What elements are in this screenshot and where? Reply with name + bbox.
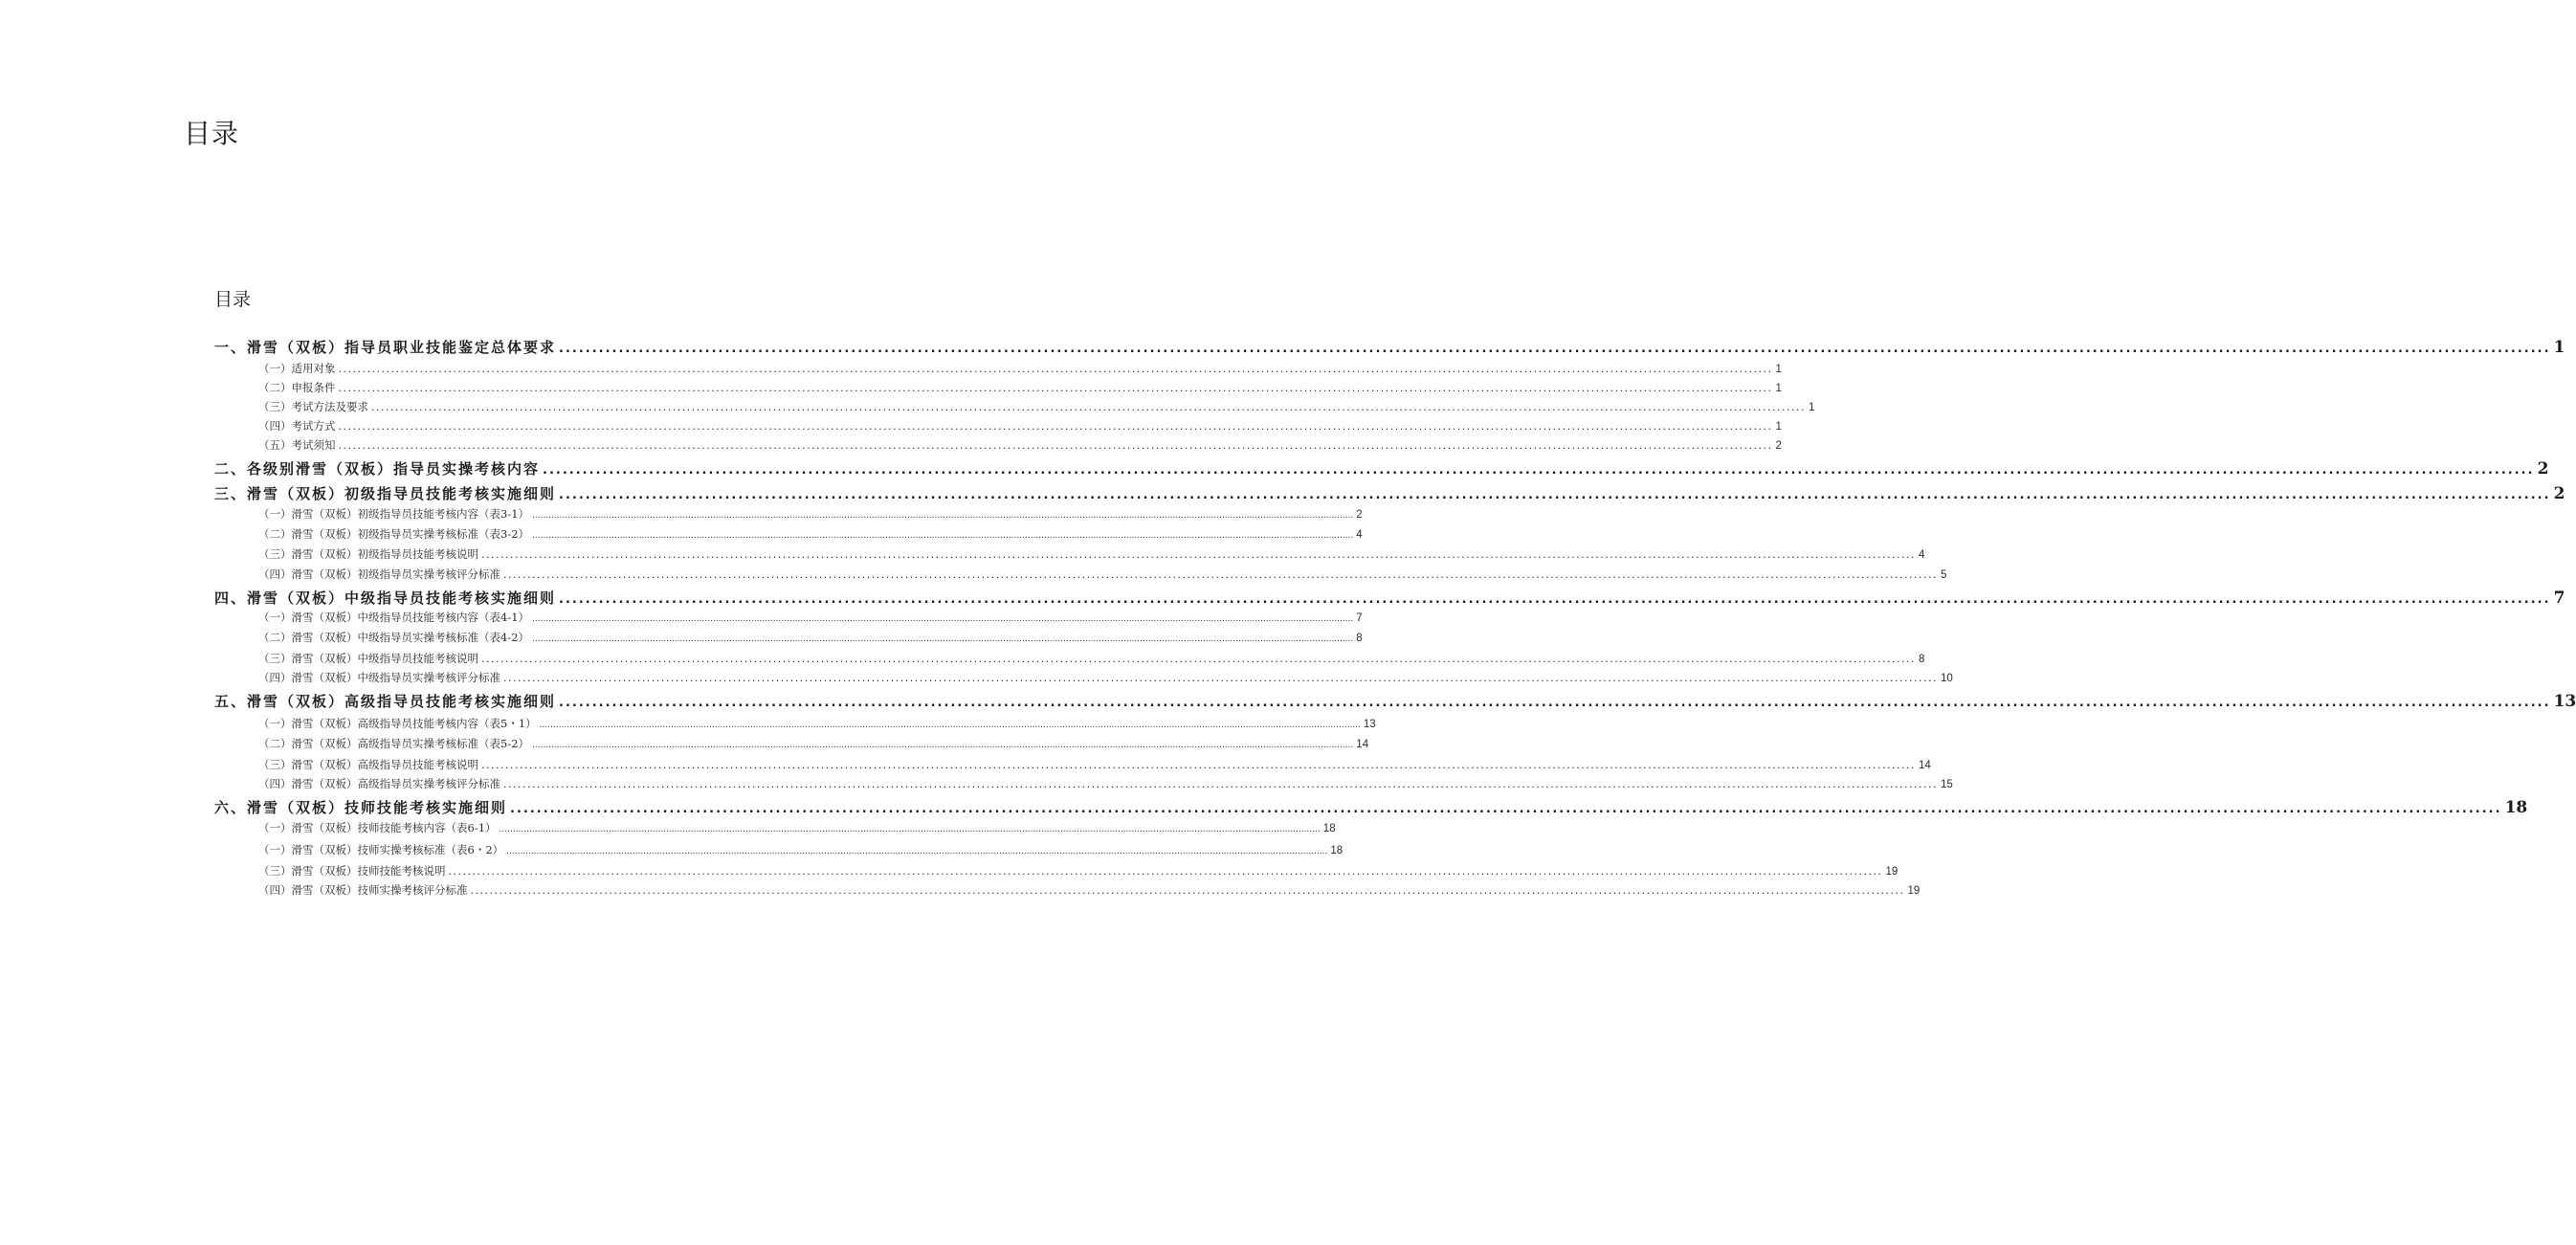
toc-entry-2[interactable] (258, 610, 1363, 625)
dot-leader: ............................................................................................................................................................................................................................................................................................................ (481, 653, 1916, 665)
toc-entry-label: （一）滑雪（双板）技师实操考核标准（表6・2） (258, 843, 504, 856)
toc-entry-label: （四）滑雪（双板）技师实操考核评分标准 (258, 883, 468, 897)
toc-entry-page: 1 (1775, 421, 1782, 433)
toc-entry-label: （一）滑雪（双板）技师技能考核内容（表6-1） (258, 821, 497, 834)
toc-entry-2[interactable] (258, 736, 1369, 751)
toc-entry-label: 一、滑雪（双板）指导员职业技能鉴定总体要求 (214, 339, 557, 356)
toc-entry-page: 1 (1775, 364, 1782, 375)
toc-entry-page: 19 (1885, 866, 1899, 878)
dot-leader: ............................................................................................................................................................................................................................................................................................................ (559, 592, 2551, 607)
toc-entry-label: （四）滑雪（双板）初级指导员实操考核评分标准 (258, 567, 500, 581)
toc-entry-2[interactable] (258, 630, 1363, 645)
toc-entry-page: 19 (1907, 885, 1921, 897)
toc-entry-label: （一）滑雪（双板）初级指导员技能考核内容（表3-1） (258, 507, 530, 521)
toc-entry-label: （三）考试方法及要求 (258, 400, 368, 413)
dot-leader: ............................................................................................................................................................................................................................................................................................................ (481, 548, 1916, 561)
toc-entry-page: 1 (1775, 383, 1782, 394)
toc-entry-label: （五）考试须知 (258, 438, 336, 452)
toc-entry-page: 14 (1356, 739, 1369, 750)
toc-entry-label: （二）申报条件 (258, 381, 336, 394)
toc-entry-page: 18 (2504, 798, 2528, 817)
toc-entry-label: （二）滑雪（双板）初级指导员实操考核标准（表3-2） (258, 527, 530, 541)
dot-leader: ............................................................................................................................................................................................................................................................................................................ (338, 363, 1773, 375)
toc-entry-label: （一）滑雪（双板）中级指导员技能考核内容（表4-1） (258, 611, 530, 624)
dot-leader: ............................................................................................................................................................................................................................................................................................................ (559, 696, 2551, 710)
toc-entry-label: 六、滑雪（双板）技师技能考核实施细则 (214, 799, 508, 816)
toc-entry-label: （三）滑雪（双板）技师技能考核说明 (258, 864, 446, 878)
dot-leader: ............................................................................................................................................................................................................................................................................................................ (448, 865, 1883, 878)
toc-entry-2[interactable] (258, 418, 1782, 434)
toc-entry-2[interactable] (258, 361, 1782, 376)
dot-leader: ............................................................................................................................................................................................................................................................................................................ (338, 420, 1773, 433)
dot-leader: ............................................................................................................................................................................................................................................................................................................ (503, 672, 1938, 684)
toc-entry-page: 5 (1940, 569, 1947, 581)
toc-entry-2[interactable] (258, 776, 1953, 791)
toc-entry-2[interactable] (258, 716, 1376, 731)
toc-entry-2[interactable] (258, 842, 1344, 857)
dot-leader: ............................................................................................................................................................................................................................................................................................................ (559, 342, 2551, 356)
dot-leader: ............................................................................................................................................................................................................................................................................................................ (539, 721, 1361, 730)
toc-entry-2[interactable] (258, 506, 1363, 522)
toc-entry-page: 13 (2553, 692, 2576, 711)
toc-entry-label: （四）滑雪（双板）高级指导员实操考核评分标准 (258, 777, 500, 790)
toc-entry-page: 4 (1918, 549, 1925, 561)
toc-entry-2[interactable] (258, 757, 1931, 772)
toc-entry-2[interactable] (258, 670, 1953, 685)
toc-entry-page: 10 (1940, 673, 1953, 684)
toc-entry-label: （一）适用对象 (258, 362, 336, 375)
toc-entry-page: 18 (1330, 845, 1344, 856)
dot-leader: ............................................................................................................................................................................................................................................................................................................ (338, 439, 1773, 452)
toc-entry-page: 2 (2553, 484, 2565, 503)
toc-entry-page: 8 (1356, 633, 1363, 644)
toc-entry-2[interactable] (258, 526, 1363, 542)
toc-title: 目录 (214, 289, 252, 310)
dot-leader: ............................................................................................................................................................................................................................................................................................................ (506, 847, 1328, 856)
toc-entry-label: （四）滑雪（双板）中级指导员实操考核评分标准 (258, 671, 500, 684)
dot-leader: ............................................................................................................................................................................................................................................................................................................ (503, 568, 1938, 581)
toc-entry-2[interactable] (258, 380, 1782, 395)
toc-entry-2[interactable] (258, 863, 1899, 878)
dot-leader: ............................................................................................................................................................................................................................................................................................................ (532, 634, 1354, 644)
toc-entry-1[interactable] (214, 483, 2565, 503)
dot-leader: ............................................................................................................................................................................................................................................................................................................ (470, 884, 1905, 897)
dot-leader: ............................................................................................................................................................................................................................................................................................................ (532, 614, 1354, 624)
dot-leader: ............................................................................................................................................................................................................................................................................................................ (532, 741, 1354, 750)
toc-entry-1[interactable] (214, 458, 2549, 478)
dot-leader: ............................................................................................................................................................................................................................................................................................................ (532, 511, 1354, 521)
dot-leader: ............................................................................................................................................................................................................................................................................................................ (371, 401, 1806, 413)
dot-leader: ............................................................................................................................................................................................................................................................................................................ (510, 802, 2502, 816)
toc-entry-label: 五、滑雪（双板）高级指导员技能考核实施细则 (214, 693, 557, 710)
toc-entry-1[interactable] (214, 797, 2528, 817)
toc-entry-label: （二）滑雪（双板）中级指导员实操考核标准（表4-2） (258, 631, 530, 644)
toc-entry-2[interactable] (258, 546, 1925, 562)
toc-entry-page: 1 (1808, 402, 1815, 413)
toc-entry-2[interactable] (258, 820, 1336, 835)
toc-entry-label: 四、滑雪（双板）中级指导员技能考核实施细则 (214, 589, 557, 607)
dot-leader: ............................................................................................................................................................................................................................................................................................................ (481, 759, 1916, 771)
toc-entry-2[interactable] (258, 882, 1921, 898)
dot-leader: ............................................................................................................................................................................................................................................................................................................ (499, 825, 1321, 834)
page-heading: 目录 (184, 118, 240, 149)
toc-entry-label: （三）滑雪（双板）中级指导员技能考核说明 (258, 652, 478, 665)
dot-leader: ............................................................................................................................................................................................................................................................................................................ (532, 531, 1354, 541)
toc-entry-label: （三）滑雪（双板）高级指导员技能考核说明 (258, 758, 478, 771)
toc-entry-1[interactable] (214, 337, 2565, 357)
toc-entry-1[interactable] (214, 588, 2565, 608)
toc-entry-page: 15 (1940, 779, 1953, 790)
dot-leader: ............................................................................................................................................................................................................................................................................................................ (543, 463, 2535, 478)
toc-entry-page: 14 (1918, 760, 1931, 771)
dot-leader: ............................................................................................................................................................................................................................................................................................................ (503, 778, 1938, 790)
dot-leader: ............................................................................................................................................................................................................................................................................................................ (338, 382, 1773, 394)
toc-entry-page: 7 (1356, 612, 1363, 624)
toc-entry-2[interactable] (258, 567, 1947, 582)
toc-entry-2[interactable] (258, 651, 1925, 666)
toc-entry-page: 2 (1775, 440, 1782, 452)
toc-entry-page: 2 (1356, 509, 1363, 521)
toc-entry-page: 7 (2553, 589, 2565, 608)
toc-entry-page: 1 (2553, 338, 2565, 357)
toc-entry-1[interactable] (214, 691, 2576, 711)
toc-entry-label: （二）滑雪（双板）高级指导员实操考核标准（表5-2） (258, 737, 530, 750)
toc-entry-label: （一）滑雪（双板）高级指导员技能考核内容（表5・1） (258, 717, 537, 730)
toc-entry-label: 二、各级别滑雪（双板）指导员实操考核内容 (214, 460, 541, 478)
toc-entry-label: （四）考试方式 (258, 419, 336, 433)
toc-entry-2[interactable] (258, 399, 1815, 414)
toc-entry-page: 4 (1356, 529, 1363, 541)
toc-entry-label: 三、滑雪（双板）初级指导员技能考核实施细则 (214, 485, 557, 502)
toc-entry-page: 13 (1363, 719, 1376, 730)
toc-entry-2[interactable] (258, 437, 1782, 453)
toc-entry-page: 2 (2537, 459, 2549, 478)
toc-entry-page: 8 (1918, 654, 1925, 665)
toc-entry-page: 18 (1322, 823, 1336, 834)
toc-entry-label: （三）滑雪（双板）初级指导员技能考核说明 (258, 547, 478, 561)
dot-leader: ............................................................................................................................................................................................................................................................................................................ (559, 488, 2551, 502)
